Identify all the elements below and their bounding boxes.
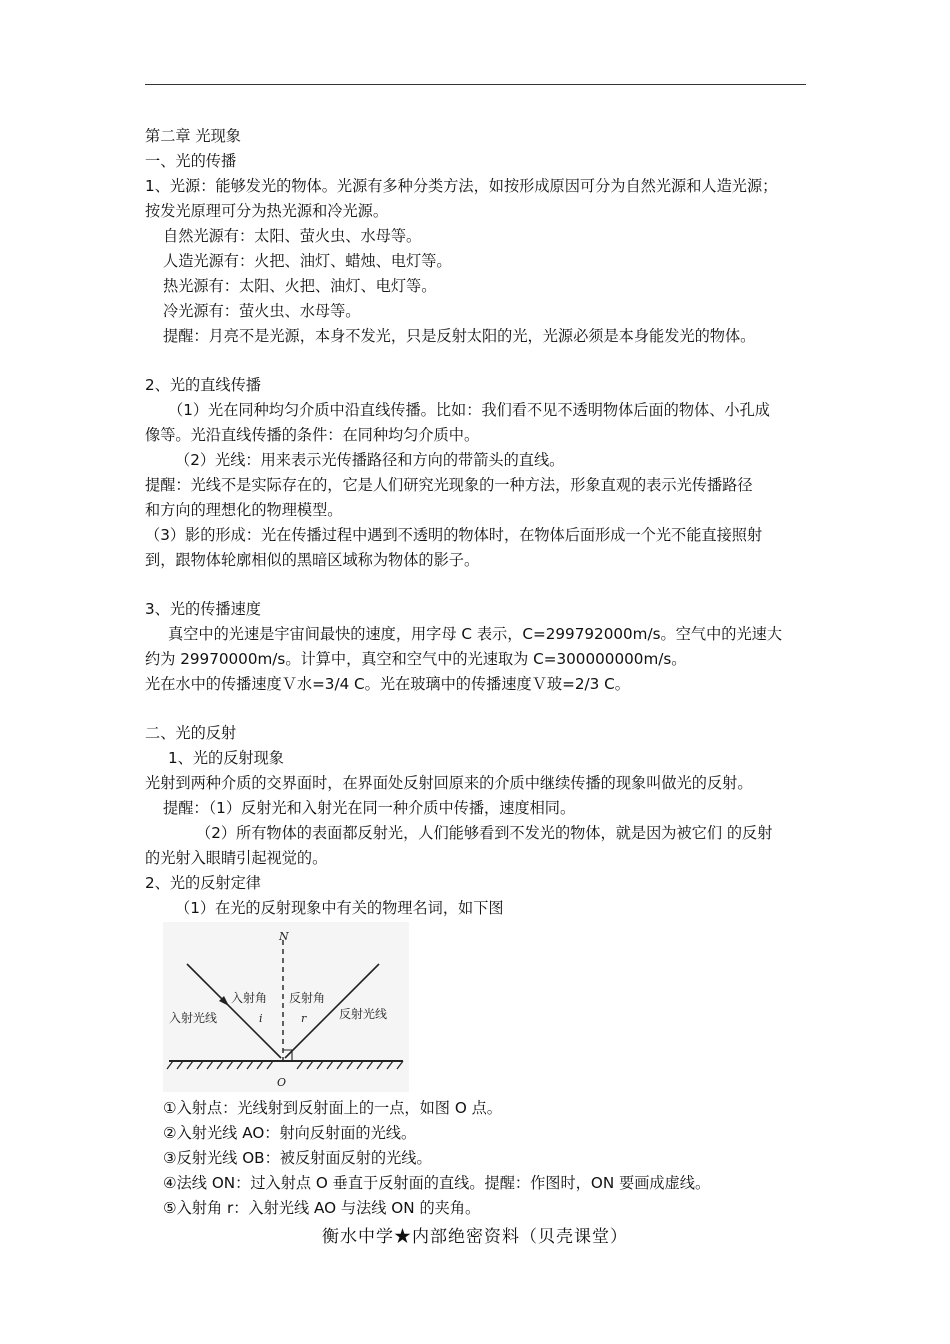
reminder-line: 提醒：月亮不是光源，本身不发光，只是反射太阳的光，光源必须是本身能发光的物体。 [163, 327, 756, 345]
i-label: i [259, 1012, 263, 1025]
paragraph-line: （1）光在同种均匀介质中沿直线传播。比如：我们看不见不透明物体后面的物体、小孔成 [168, 401, 770, 419]
section-heading: 2、光的反射定律 [145, 874, 261, 892]
paragraph-line: 到，跟物体轮廓相似的黑暗区域称为物体的影子。 [145, 551, 480, 569]
paragraph-line: 按发光原理可分为热光源和冷光源。 [145, 202, 388, 220]
normal-label: N [279, 930, 289, 943]
paragraph-line: 真空中的光速是宇宙间最快的速度，用字母 C 表示，C=299792000m/s。空气中的光速大 [168, 625, 783, 643]
section-heading: 一、光的传播 [145, 152, 237, 170]
paragraph-line: （2）光线：用来表示光传播路径和方向的带箭头的直线。 [175, 451, 565, 469]
paragraph-line: 的光射入眼睛引起视觉的。 [145, 849, 328, 867]
chapter-title: 第二章 光现象 [145, 127, 241, 145]
incident-ray-label: 入射光线 [169, 1011, 218, 1025]
list-item: 人造光源有：火把、油灯、蜡烛、电灯等。 [163, 252, 452, 270]
paragraph-line: 1、光源：能够发光的物体。光源有多种分类方法，如按形成原因可分为自然光源和人造光源； [145, 177, 778, 195]
list-item: ②入射光线 AO：射向反射面的光线。 [163, 1124, 417, 1142]
paragraph-line: （3）影的形成：光在传播过程中遇到不透明的物体时，在物体后面形成一个光不能直接照射 [145, 526, 763, 544]
section-heading: 3、光的传播速度 [145, 600, 261, 618]
header-rule [145, 84, 806, 85]
paragraph-line: 光射到两种介质的交界面时，在界面处反射回原来的介质中继续传播的现象叫做光的反射。 [145, 774, 753, 792]
paragraph-line: 光在水中的传播速度Ｖ水=3/4 C。光在玻璃中的传播速度Ｖ玻=2/3 C。 [145, 675, 630, 693]
point-label: O [277, 1076, 287, 1089]
list-item: 自然光源有：太阳、萤火虫、水母等。 [163, 227, 422, 245]
paragraph-line: 约为 29970000m/s。计算中，真空和空气中的光速取为 C=300000000m/s。 [145, 650, 687, 668]
list-item: ④法线 ON：过入射点 O 垂直于反射面的直线。提醒：作图时，ON 要画成虚线。 [163, 1174, 711, 1192]
reminder-line: 提醒：（1）反射光和入射光在同一种介质中传播，速度相同。 [163, 799, 576, 817]
list-item: 热光源有：太阳、火把、油灯、电灯等。 [163, 277, 437, 295]
section-heading: 二、光的反射 [145, 724, 237, 742]
list-item: ③反射光线 OB：被反射面反射的光线。 [163, 1149, 432, 1167]
paragraph-line: （1）在光的反射现象中有关的物理名词，如下图 [175, 899, 504, 917]
reflected-angle-label: 反射角 [289, 991, 326, 1005]
paragraph-line: 和方向的理想化的物理模型。 [145, 501, 343, 519]
reflected-ray-label: 反射光线 [339, 1007, 388, 1021]
section-heading: 2、光的直线传播 [145, 376, 261, 394]
reminder-line: 提醒：光线不是实际存在的，它是人们研究光现象的一种方法，形象直观的表示光传播路径 [145, 476, 753, 494]
subsection-heading: 1、光的反射现象 [168, 749, 284, 767]
page-footer: 衡水中学★内部绝密资料（贝壳课堂） [322, 1227, 628, 1247]
reflection-diagram [163, 922, 409, 1092]
incident-angle-label: 入射角 [231, 991, 268, 1005]
list-item: 冷光源有：萤火虫、水母等。 [163, 302, 361, 320]
paragraph-line: 像等。光沿直线传播的条件：在同种均匀介质中。 [145, 426, 480, 444]
paragraph-line: （2）所有物体的表面都反射光，人们能够看到不发光的物体，就是因为被它们 的反射 [196, 824, 773, 842]
list-item: ⑤入射角 r：入射光线 AO 与法线 ON 的夹角。 [163, 1199, 481, 1217]
list-item: ①入射点：光线射到反射面上的一点，如图 O 点。 [163, 1099, 502, 1117]
r-label: r [301, 1012, 307, 1025]
